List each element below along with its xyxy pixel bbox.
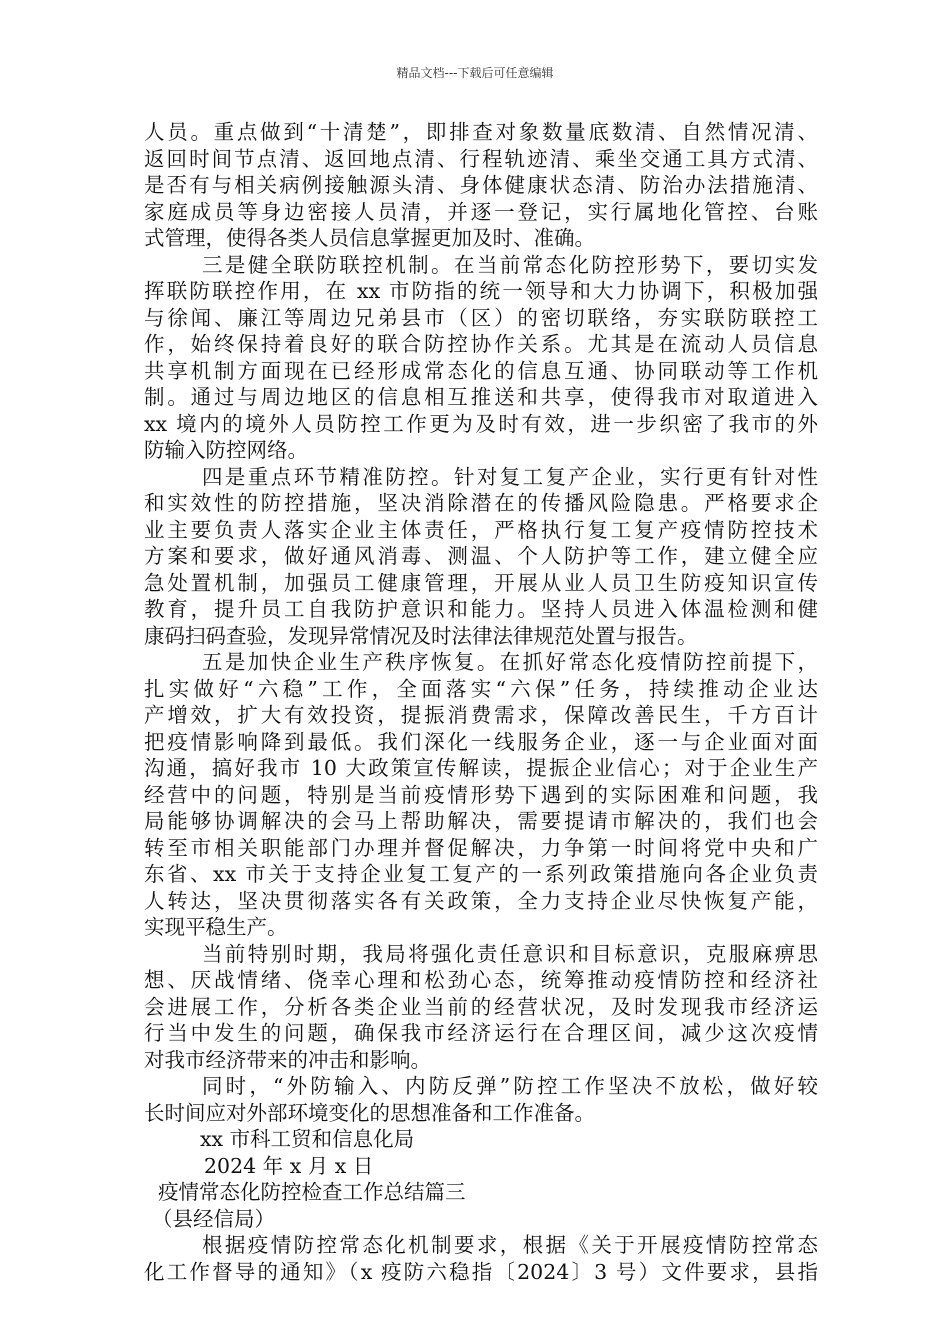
text-line: 和实效性的防控措施，坚决消除潜在的传播风险隐患。严格要求企 bbox=[144, 491, 818, 515]
text-line: 急处置机制，加强员工健康管理，开展从业人员卫生防疫知识宣传 bbox=[144, 570, 818, 595]
text-line: 防输入防控网络。 bbox=[144, 438, 308, 462]
text-line: xx 境内的境外人员防控工作更为及时有效，进一步织密了我市的外 bbox=[144, 411, 818, 436]
text-line: 是否有与相关病例接触源头清、身体健康状态清、防治办法措施清、 bbox=[144, 173, 818, 197]
text-line: 康码扫码查验，发现异常情况及时法律法律规范处置与报告。 bbox=[144, 623, 698, 648]
text-line: 行当中发生的问题，确保我市经济运行在合理区间，减少这次疫情 bbox=[144, 1021, 818, 1045]
text-line: 业主要负责人落实企业主体责任，严格执行复工复产疫情防控技术 bbox=[144, 517, 818, 542]
text-line: 人转达，坚决贯彻落实各有关政策，全力支持企业尽快恢复产能， bbox=[144, 888, 818, 913]
text-line: 返回时间节点清、返回地点清、行程轨迹清、乘坐交通工具方式清、 bbox=[144, 146, 818, 171]
text-line: 方案和要求，做好通风消毒、测温、个人防护等工作，建立健全应 bbox=[144, 544, 818, 568]
text-line: 长时间应对外部环境变化的思想准备和工作准备。 bbox=[144, 1100, 595, 1125]
paragraph-first-line: 三是健全联防联控机制。在当前常态化防控形势下，要切实发 bbox=[202, 252, 818, 277]
text-line: 作，始终保持着良好的联合防控协作关系。尤其是在流动人员信息 bbox=[144, 332, 818, 356]
signature-date: 2024 年 x 月 x 日 bbox=[204, 1153, 374, 1178]
text-line: 教育，提升员工自我防护意识和能力。坚持人员进入体温检测和健 bbox=[144, 597, 818, 621]
text-line: 制。通过与周边地区的信息相互推送和共享，使得我市对取道进入 bbox=[144, 385, 818, 409]
text-line: 家庭成员等身边密接人员清，并逐一登记，实行属地化管控、台账 bbox=[144, 199, 818, 224]
section-subtitle: （县经信局） bbox=[152, 1206, 275, 1231]
text-line: 沟通，搞好我市 10 大政策宣传解读，提振企业信心；对于企业生产 bbox=[144, 756, 818, 780]
text-line: 挥联防联控作用，在 xx 市防指的统一领导和大力协调下，积极加强 bbox=[144, 279, 818, 303]
text-line: 会进展工作，分析各类企业当前的经营状况，及时发现我市经济运 bbox=[144, 994, 818, 1019]
text-line: 化工作督导的通知》（x 疫防六稳指〔2024〕3 号）文件要求，县指 bbox=[144, 1259, 818, 1284]
page-header: 精品文档---下载后可任意编辑 bbox=[396, 66, 554, 80]
text-line: 对我市经济带来的冲击和影响。 bbox=[144, 1047, 431, 1072]
text-line: 想、厌战情绪、侥幸心理和松劲心态，统筹推动疫情防控和经济社 bbox=[144, 968, 818, 992]
paragraph-first-line: 同时，“外防输入、内防反弹”防控工作坚决不放松，做好较 bbox=[202, 1074, 818, 1098]
text-line: 与徐闻、廉江等周边兄弟县市（区）的密切联络，夯实联防联控工 bbox=[144, 305, 818, 330]
text-line: 式管理，使得各类人员信息掌握更加及时、准确。 bbox=[144, 226, 595, 250]
paragraph-first-line: 五是加快企业生产秩序恢复。在抓好常态化疫情防控前提下， bbox=[202, 650, 818, 674]
text-line: 实现平稳生产。 bbox=[144, 915, 288, 939]
document-body bbox=[144, 119, 818, 1285]
text-line: 东省、xx 市关于支持企业复工复产的一系列政策措施向各企业负责 bbox=[144, 862, 818, 886]
paragraph-first-line: 根据疫情防控常态化机制要求，根据《关于开展疫情防控常态 bbox=[202, 1233, 818, 1257]
paragraph-first-line: 四是重点环节精准防控。针对复工复产企业，实行更有针对性 bbox=[202, 464, 818, 489]
text-line: 把疫情影响降到最低。我们深化一线服务企业，逐一与企业面对面 bbox=[144, 729, 818, 754]
text-line: 产增效，扩大有效投资，提振消费需求，保障改善民生，千方百计 bbox=[144, 703, 818, 727]
signature-organization: xx 市科工贸和信息化局 bbox=[200, 1127, 415, 1151]
text-line: 共享机制方面现在已经形成常态化的信息互通、协同联动等工作机 bbox=[144, 358, 818, 383]
text-line: 局能够协调解决的会马上帮助解决，需要提请市解决的，我们也会 bbox=[144, 809, 818, 833]
text-line: 经营中的问题，特别是当前疫情形势下遇到的实际困难和问题，我 bbox=[144, 782, 818, 807]
section-title: 疫情常态化防控检查工作总结篇三 bbox=[158, 1180, 466, 1204]
text-line: 扎实做好“六稳”工作，全面落实“六保”任务，持续推动企业达 bbox=[144, 676, 818, 701]
paragraph-first-line: 当前特别时期，我局将强化责任意识和目标意识，克服麻痹思 bbox=[202, 941, 818, 966]
text-line: 人员。重点做到“十清楚”，即排查对象数量底数清、自然情况清、 bbox=[144, 120, 818, 144]
text-line: 转至市相关职能部门办理并督促解决，力争第一时间将党中央和广 bbox=[144, 835, 818, 860]
